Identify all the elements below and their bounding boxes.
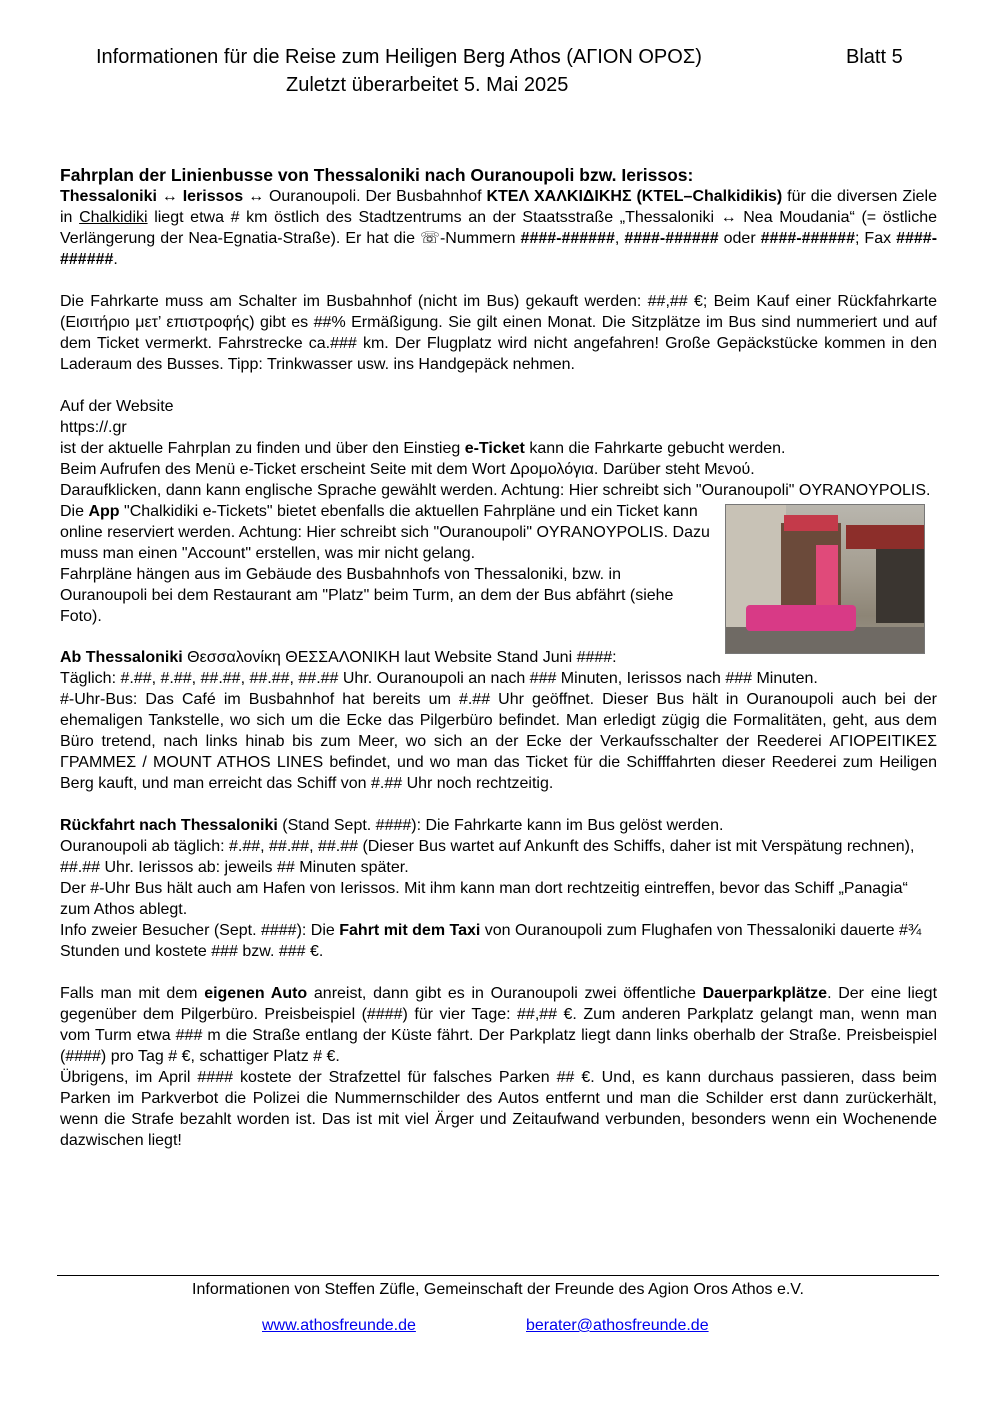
text-fragment: . Der Busbahnhof [356, 188, 487, 205]
departure-details: #-Uhr-Bus: Das Café im Busbahnhof hat bereits um #.## Uhr geöffnet. Dieser Bus hält in Ouranoupoli auch bei der ehemaligen Tankstelle, wo sich um die Ecke das Pilgerbüro befindet. Man erledigt zügig die Formalitäten, geht, aus dem Büro tretend, nach links hinab bis zum Meer, wo sich an der Ecke der Verkaufsschalter der Reederei ΑΓΙΟΡΕΙΤΙΚΕΣ ΓΡΑΜΜΕΣ / MOUNT ATHOS LINES befindet, und wo man das Ticket für die Schifffahrten dieser Reederei zum Heiligen Berg kauft, und man erreicht das Schiff von #.## Uhr noch rechtzeitig. [60, 691, 937, 792]
departure-title: Ab Thessaloniki [60, 649, 183, 666]
text-fragment: Θεσσαλονίκη ΘΕΣΣΑΛΟΝΙΚΗ laut Website Stand Juni ####: [182, 649, 617, 666]
own-car-label: eigenen Auto [204, 985, 308, 1002]
return-ierissos: Der #-Uhr Bus hält auch am Hafen von Ierissos. Mit ihm kann man dort rechtzeitig eintreffen, bevor das Schiff „Panagia“ zum Athos ablegt. [60, 880, 908, 918]
page-content [60, 164, 937, 1151]
route-tail: Ouranoupoli [264, 188, 357, 205]
text-fragment: für die diversen Ziele in [60, 188, 938, 226]
website-link[interactable]: www.athosfreunde.de [262, 1317, 416, 1334]
sheet-number: Blatt 5 [846, 46, 903, 68]
text-fragment: liegt etwa # km östlich des Stadtzentrums an der Staatsstraße „Thessaloniki ↔ Nea Moudania“ (= östliche Verlängerung der Nea-Egnatia-Straße). Er hat die ☏-Nummern [60, 209, 938, 247]
text-fragment: "Chalkidiki e-Tickets" bietet ebenfalls die aktuellen Fahrpläne und ein Ticket kann online reserviert werden. Achtung: Hier schreibt sich "Ouranoupoli" OYRANOYPOLIS. Dazu muss man einen "Account" erstellen, was mir nicht gelang. [60, 503, 710, 562]
text-fragment: von Ouranoupoli zum Flughafen von Thessaloniki dauerte #¾ Stunden und kostete ### bzw. ### €. [60, 922, 922, 960]
ktel-name: ΚΤΕΛ ΧΑΛΚΙΔΙΚΗΣ (KTEL–Chalkidikis) [486, 188, 783, 205]
footer-divider [57, 1275, 939, 1276]
departure-times: Täglich: #.##, #.##, ##.##, ##.##, ##.## Uhr. Ouranoupoli an nach ### Minuten, Ierissos nach ### Minuten. [60, 670, 818, 687]
text-fragment: oder [718, 230, 761, 247]
paragraph-ticket: Die Fahrkarte muss am Schalter im Busbahnhof (nicht im Bus) gekauft werden: ##,## €; Beim Kauf einer Rückfahrkarte (Εισιτήριο μετ’ επιστροφής) gibt es ##% Ermäßigung. Sie gilt einen Monat. Die Sitzplätze im Bus sind nummeriert und auf dem Ticket vermerkt. Fahrstrecke ca.### km. Der Flugplatz wird nicht angefahren! Große Gepäckstücke kommen in den Laderaum des Busses. Tipp: Trinkwasser usw. ins Handgepäck nehmen. [60, 293, 937, 373]
footer-credit: Informationen von Steffen Züfle, Gemeinschaft der Freunde des Agion Oros Athos e.V. [192, 1281, 804, 1298]
footer-website [262, 1316, 416, 1336]
taxi-label: Fahrt mit dem Taxi [339, 922, 481, 939]
return-times: Ouranoupoli ab täglich: #.##, ##.##, ##.## (Dieser Bus wartet auf Ankunft des Schiffs, daher ist mit Verspätung rechnen), ##.## Uhr. Ierissos ab: jeweils ## Minuten später. [60, 838, 915, 876]
fax-number: ####-###### [60, 230, 938, 268]
text-fragment: , [614, 230, 625, 247]
return-heading [60, 815, 937, 836]
return-title: Rückfahrt nach Thessaloniki [60, 817, 278, 834]
phone-number-2: ####-###### [624, 230, 719, 247]
revision-date: Zuletzt überarbeitet 5. Mai 2025 [286, 74, 569, 96]
taxi-info [60, 920, 937, 962]
route-bold: Thessaloniki ↔ Ierissos ↔ [60, 188, 265, 205]
text-fragment: ; Fax [854, 230, 897, 247]
parking-fine-info: Übrigens, im April #### kostete der Strafzettel für falsches Parken ## €. Und, es kann durchaus passieren, dass beim Parken im Parkverbot die Polizei die Nummernschilder des Autos entfernt und man die Schilder erst dann zurückerhält, wenn die Strafe bezahlt worden ist. Das ist mit viel Ärger und Zeitaufwand verbunden, besonders wenn ein Wochenende dazwischen liegt! [60, 1069, 937, 1149]
chalkidiki-link[interactable]: Chalkidiki [79, 209, 148, 226]
app-label: App [88, 503, 120, 520]
timetable-location-info: Fahrpläne hängen aus im Gebäude des Busbahnhofs von Thessaloniki, bzw. in Ouranoupoli bei dem Restaurant am "Platz" beim Turm, an dem der Bus abfährt (siehe Foto). [60, 566, 674, 625]
photo-bus-stop-restaurant [725, 504, 925, 654]
website-url[interactable]: https://.gr [60, 419, 127, 436]
paragraph-bus-station [60, 186, 937, 270]
language-info: Daraufklicken, dann kann englische Sprache gewählt werden. Achtung: Hier schreibt sich "Ouranoupoli" OYRANOYPOLIS. [60, 482, 931, 499]
text-fragment: anreist, dann gibt es in Ouranoupoli zwei öffentliche [307, 985, 703, 1002]
phone-number-1: ####-###### [520, 230, 615, 247]
parking-info [60, 983, 937, 1067]
section-heading-timetable: Fahrplan der Linienbusse von Thessaloniki nach Ouranoupoli bzw. Ierissos: [60, 165, 694, 185]
text-fragment: Die [60, 503, 89, 520]
text-fragment: kann die Fahrkarte gebucht werden. [524, 440, 786, 457]
text-fragment: . [113, 251, 118, 268]
text-fragment: Info zweier Besucher (Sept. ####): Die [60, 922, 340, 939]
footer-email [526, 1316, 709, 1336]
website-intro: Auf der Website [60, 398, 174, 415]
parking-label: Dauerparkplätze [702, 985, 828, 1002]
phone-number-3: ####-###### [760, 230, 855, 247]
text-fragment: . Der eine liegt gegenüber dem Pilgerbüro. Preisbeispiel (####) für vier Tage: ##,## €. Zum anderen Parkplatz gelangt man, wenn man vom Turm etwa ### m die Straße entlang der Küste fährt. Der Parkplatz liegt dann links oberhalb der Straße. Preisbeispiel (####) pro Tag # €, schattiger Platz # €. [60, 985, 938, 1065]
menu-info: Beim Aufrufen des Menü e-Ticket erscheint Seite mit dem Wort Δρομολόγια. Darüber steht Μενού. [60, 461, 755, 478]
eticket-label: e-Ticket [464, 440, 525, 457]
text-fragment: ist der aktuelle Fahrplan zu finden und über den Einstieg [60, 440, 465, 457]
page-title: Informationen für die Reise zum Heiligen Berg Athos (ΑΓΙΟΝ ΟΡΟΣ) [96, 46, 702, 68]
website-info [60, 438, 937, 459]
email-link[interactable]: berater@athosfreunde.de [526, 1317, 709, 1334]
text-fragment: (Stand Sept. ####): Die Fahrkarte kann im Bus gelöst werden. [277, 817, 724, 834]
text-fragment: Falls man mit dem [60, 985, 205, 1002]
